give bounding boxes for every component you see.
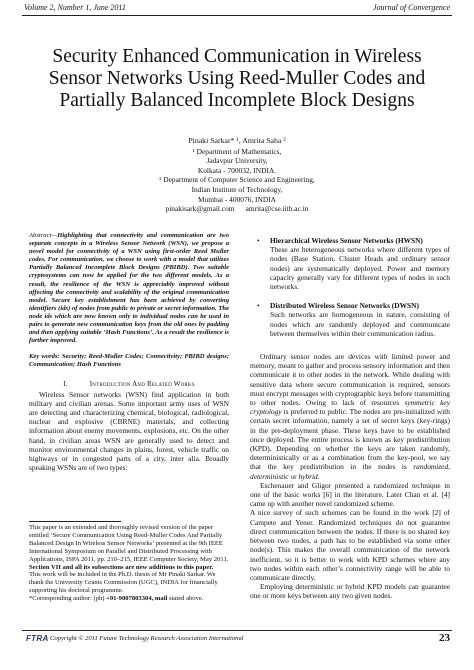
bullet-body: These are heterogeneous networks where different types of nodes (Base Station, Cluster Heads and ordinary sensor nodes) are systematically deployed. Power and memory capacity generally vary for different types of nodes in such networks. (270, 245, 450, 292)
bullet-item (250, 236, 450, 291)
body-paragraph: A nice survey of such schemes can be found in the work [2] of Campete and Yener. Randomized techniques do not guarantee direct communication between the nodes. If there is no shared key between two nodes, a path has to be established via some other node(s). This makes the overall communication of the network inefficient, so it is better to work with KPD schemes where any two nodes within each other’s connectivity range will be able to communicate directly. (250, 508, 450, 582)
page-number: 23 (439, 632, 450, 644)
title-line: Sensor Networks Using Reed-Muller Codes and (48, 68, 426, 89)
affiliation-line: Jadavpur University, (206, 156, 268, 166)
affiliation-line: ¹ Department of Mathematics, (192, 146, 282, 156)
bullet-dot: • (257, 236, 260, 245)
abstract (29, 232, 229, 345)
affiliation-line: Mumbai - 400076, INDIA (197, 194, 276, 204)
body-paragraph: Employing deterministic or hybrid KPD models can guarantee one or more keys between any two given nodes. (250, 582, 450, 601)
bullet-item (250, 301, 450, 338)
abstract-text: Highlighting that connectivity and communication are two separate concepts in a Wireless Sensor Network (WSN), we propose a novel model for connectivity of a WSN using first-order Reed Muller codes. For communication, we choose to work with a model that utilizes Partially Balanced Incomplete Block Designs (PBIBD). Two suitable cryptosystems can now be applied for the two different models. As a result, the resilience of the WSN is appreciably improved without affecting the connectivity and scalability of the original communication model. Secure key establishment has been achieved by converting identifiers (ids) of nodes from public to private or secret information. The node ids which are now known only to individual nodes can be used in pairs to generate new communication keys from the old ones by padding and then applying suitable ‘Hash Functions’. As a result the resilience is further improved. (29, 232, 229, 345)
left-column (29, 232, 229, 472)
keywords: Key words: Security; Reed-Muller Codes; Connectivity; PBIBD designs; Communication; Hash Functions (29, 353, 229, 369)
footnote-paragraph: *Corresponding author: (ph) +91-9007803304, mail stated above. (29, 595, 204, 603)
affiliation-line: ² Department of Computer Science and Engineering, (159, 175, 315, 185)
abstract-lead: Abstract— (29, 232, 58, 239)
running-header (0, 3, 474, 17)
page-footer (0, 633, 474, 649)
author-names: Pinaki Sarkar* ¹, Amrita Saha ² (188, 136, 286, 145)
footnote-paragraph: This paper is an extended and thoroughly revised version of the paper entitled ‘Secure Communication Using Reed-Muller Codes And Partially Balanced Design In Wireless Sensor Networks’ presented at the 9th IEEE International Symposium on Parallel and Distributed Processing with Applications, ISPA 2011, pp. 210–215, IEEE Computer Society, May 2011. Section VII and all its subsections are new additions to this paper. (29, 524, 229, 571)
author-block (0, 136, 474, 214)
author-emails: pinakisark@gmail.com amrita@cse.iitb.ac.in (165, 204, 309, 214)
header-rule (22, 15, 452, 16)
ftra-logo: FTRA (26, 634, 49, 643)
journal-name: Journal of Convergence (372, 3, 450, 12)
section-number: I. (63, 379, 68, 388)
intro-paragraph: Wireless Sensor networks (WSN) find application in both military and civilian arenas. Some important army uses of WSN are detecting and characterizing chemical, biological, radiological, nuclear and explosive (CBRNE) materials, and collecting information about enemy movements, explosions, etc. On the other hand, in civilian areas WSN are generally used to detect and monitor environmental changes in plains, forest, vehicle traffic on highways or in congested parts of a city, inter alia. Broadly speaking WSNs are of two types: (29, 389, 229, 473)
body-paragraph: Ordinary sensor nodes are devices with limited power and memory, meant to gather and process sensory information and then communicate it to other nodes in the network. While dealing with sensitive data where secure communication is required, sensors must encrypt messages with cryptographic keys before transmitting to other nodes. Owing to lack of resources symmetric key cryptology is preferred to public. The nodes are pre-initialized with certain secret information, namely a set of secret keys (key-rings) in the pre-deployment phase. These keys have to be established once deployed. The entire process is known as key predistribution (KPD). Depending on whether the keys are taken randomly, deterministically or as a combination from the key-pool, we say that the key predistribution in the nodes is randomized, deterministic or hybrid. (250, 352, 450, 481)
section-heading (29, 380, 229, 388)
right-column (250, 236, 450, 601)
section-title: Introduction And Related Works (89, 379, 195, 388)
bullet-title: Distributed Wireless Sensor Networks (DWSN) (270, 301, 419, 311)
footnote (29, 524, 229, 603)
paper-title (0, 46, 474, 112)
footnote-paragraph: This work will be included in the Ph.D. thesis of Mr Pinaki Sarkar. We thank the University Grants Commission (UGC), INDIA for financially supporting his doctoral programme. (29, 571, 218, 595)
title-line: Security Enhanced Communication in Wireless (52, 46, 422, 67)
affiliation-line: Indian Institute of Technology, (191, 184, 283, 194)
journal-volume: Volume 2, Number 1, June 2011 (24, 3, 126, 12)
bullet-title: Hierarchical Wireless Sensor Networks (HWSN) (270, 236, 423, 245)
title-line: Partially Balanced Incomplete Block Designs (59, 90, 415, 111)
bullet-dot: • (257, 301, 260, 311)
body-paragraph: Eschenauer and Gligor presented a randomized technique in one of the basic works [6] in the literature. Later Chan et al. [4] came up with another novel randomized scheme. (250, 480, 450, 509)
footer-rule (22, 630, 452, 631)
footnote-bold: Section VII and all its subsections are new additions to this paper. (29, 563, 214, 571)
copyright-notice: Copyright © 2011 Future Technology Research Association International (50, 635, 244, 642)
footnote-rule (29, 521, 121, 522)
affiliation-line: Kolkata - 700032, INDIA. (197, 165, 277, 175)
bullet-body: Such networks are homogeneous in nature, consisting of nodes which are randomly deployed and communicate between themselves within their communication radius. (270, 310, 450, 338)
